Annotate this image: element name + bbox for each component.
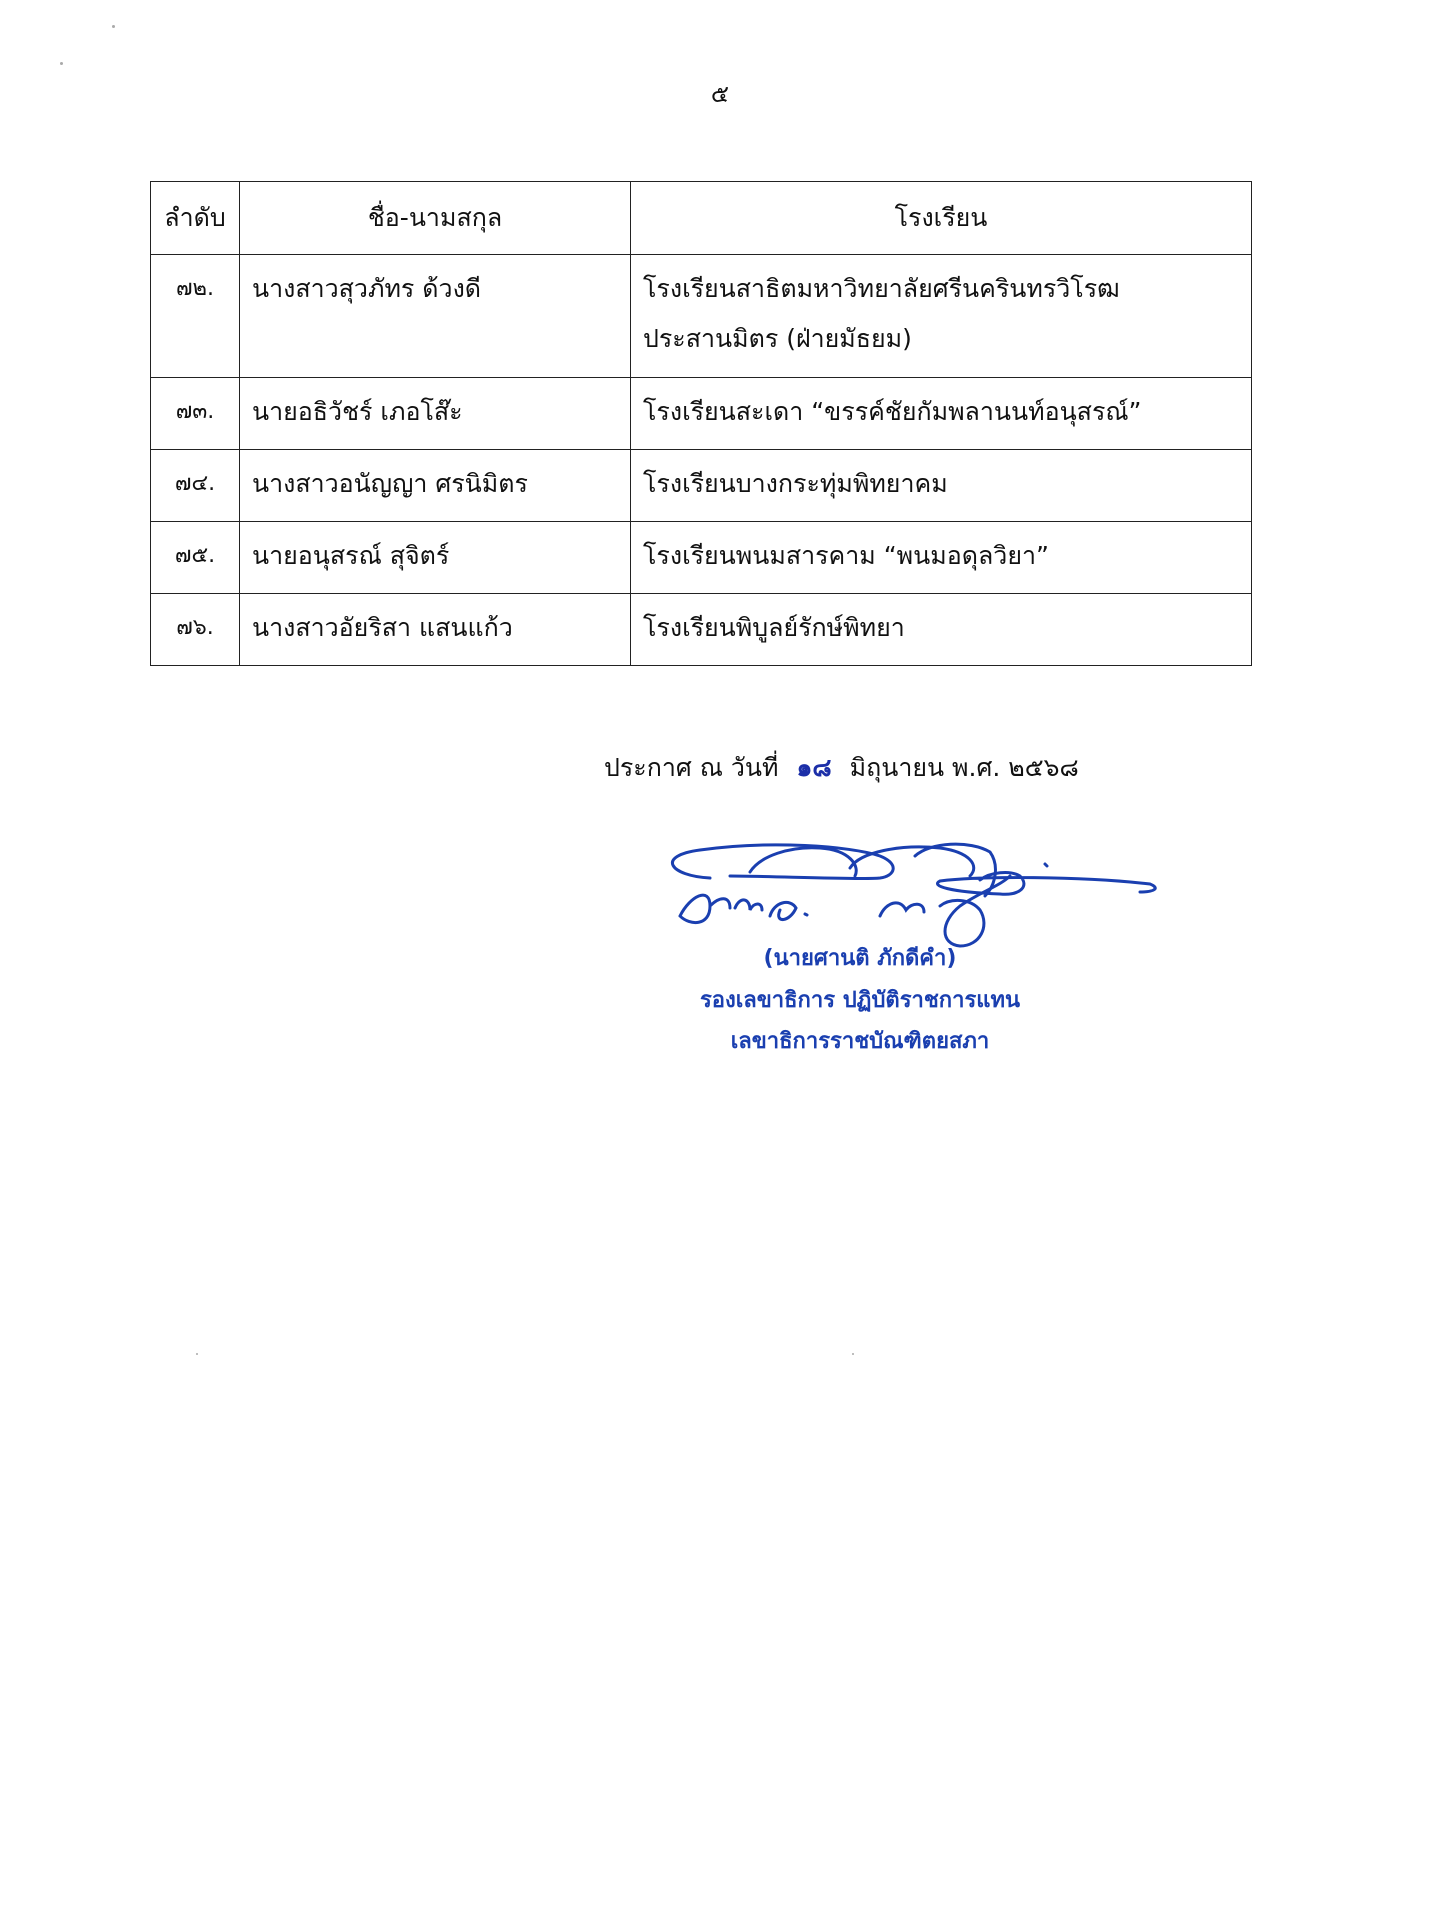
- row-no: ๗๖.: [151, 594, 240, 666]
- announcement-day: ๑๘: [796, 753, 832, 782]
- table-row: [151, 522, 1252, 594]
- row-name: นางสาวอนัญญา ศรนิมิตร: [240, 450, 631, 522]
- row-school: โรงเรียนบางกระทุ่มพิทยาคม: [631, 450, 1252, 522]
- table-row: [151, 378, 1252, 450]
- row-no: ๗๔.: [151, 450, 240, 522]
- row-name: นายอนุสรณ์ สุจิตร์: [240, 522, 631, 594]
- row-name: นางสาวอัยริสา แสนแก้ว: [240, 594, 631, 666]
- page-number: ๕: [710, 80, 730, 108]
- table-row: [151, 450, 1252, 522]
- scan-speck: [60, 62, 63, 65]
- table-row: [151, 594, 1252, 666]
- scan-speck: [196, 1353, 198, 1355]
- header-name: ชื่อ-นามสกุล: [240, 182, 631, 255]
- header-no: ลำดับ: [151, 182, 240, 255]
- signer-position-line2: เลขาธิการราชบัณฑิตยสภา: [730, 1029, 990, 1054]
- table-header-row: [151, 182, 1252, 255]
- announcement-prefix: ประกาศ ณ วันที่: [604, 753, 779, 782]
- signer-name: (นายศานติ ภักดีคำ): [763, 946, 957, 971]
- row-no: ๗๓.: [151, 378, 240, 450]
- scan-speck: [852, 1353, 854, 1355]
- announcement-date: [604, 748, 1079, 788]
- header-school: โรงเรียน: [631, 182, 1252, 255]
- signature-icon: [650, 836, 1170, 956]
- row-no: ๗๒.: [151, 255, 240, 378]
- row-school: โรงเรียนสะเดา “ขรรค์ชัยกัมพลานนท์อนุสรณ์”: [631, 378, 1252, 450]
- announcement-month-year: มิถุนายน พ.ศ. ๒๕๖๘: [849, 753, 1079, 782]
- scan-speck: [112, 25, 115, 28]
- row-no: ๗๕.: [151, 522, 240, 594]
- row-name: นางสาวสุวภัทร ด้วงดี: [240, 255, 631, 378]
- roster-table: [150, 181, 1252, 666]
- table-row: [151, 255, 1252, 378]
- row-school: โรงเรียนพิบูลย์รักษ์พิทยา: [631, 594, 1252, 666]
- row-name: นายอธิวัชร์ เภอโส๊ะ: [240, 378, 631, 450]
- row-school: โรงเรียนพนมสารคาม “พนมอดุลวิยา”: [631, 522, 1252, 594]
- signer-position-line1: รองเลขาธิการ ปฏิบัติราชการแทน: [699, 988, 1021, 1013]
- row-school: โรงเรียนสาธิตมหาวิทยาลัยศรีนครินทรวิโรฒ ประสานมิตร (ฝ่ายมัธยม): [631, 255, 1252, 378]
